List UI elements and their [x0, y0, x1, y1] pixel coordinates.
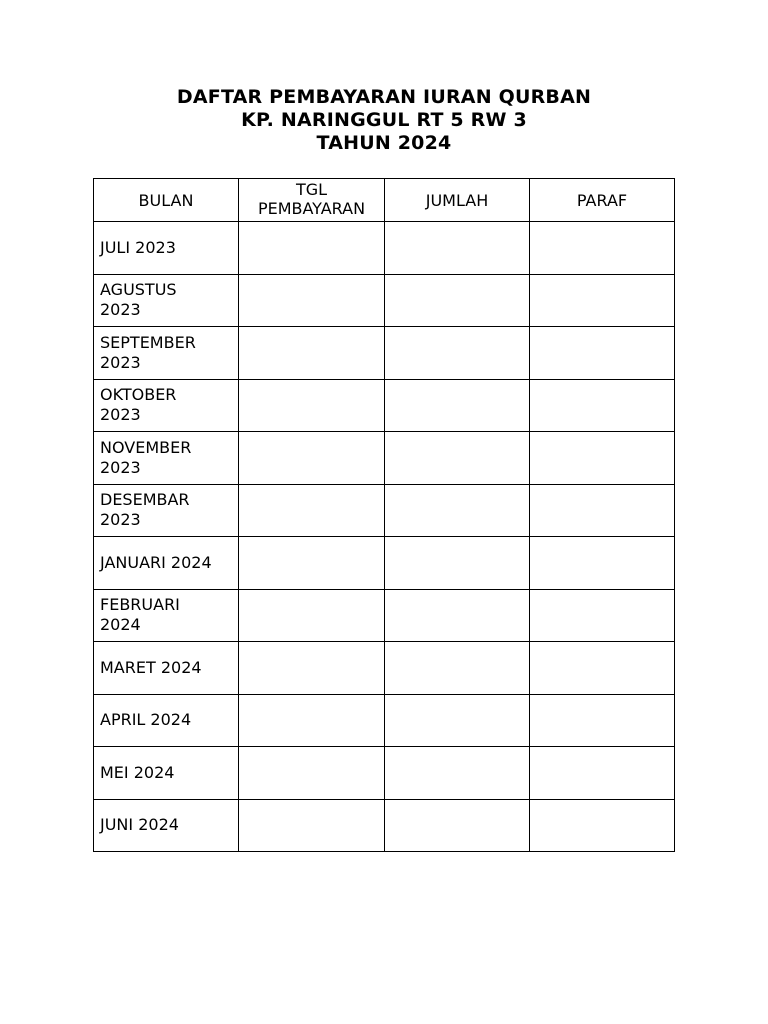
cell-paraf — [530, 694, 675, 747]
month-label: OKTOBER — [100, 385, 177, 405]
month-label: AGUSTUS — [100, 280, 177, 300]
month-year-label: 2023 — [100, 405, 141, 425]
document-title — [0, 86, 768, 155]
cell-jumlah — [385, 432, 530, 485]
cell-bulan — [94, 274, 239, 327]
cell-jumlah — [385, 747, 530, 800]
title-line-1: DAFTAR PEMBAYARAN IURAN QURBAN — [176, 86, 592, 108]
cell-jumlah — [385, 589, 530, 642]
month-label: APRIL 2024 — [100, 710, 192, 730]
cell-paraf — [530, 432, 675, 485]
month-year-label: 2023 — [100, 457, 141, 477]
header-tgl-line2: PEMBAYARAN — [257, 199, 366, 218]
table-row — [94, 379, 675, 432]
table-row — [94, 694, 675, 747]
cell-tgl-pembayaran — [239, 484, 385, 537]
cell-bulan — [94, 537, 239, 590]
cell-jumlah — [385, 222, 530, 275]
month-year-label: 2024 — [100, 615, 141, 635]
header-tgl-pembayaran — [239, 179, 385, 222]
cell-tgl-pembayaran — [239, 379, 385, 432]
cell-paraf — [530, 484, 675, 537]
cell-bulan — [94, 379, 239, 432]
month-year-label: 2023 — [100, 300, 141, 320]
table-body — [94, 222, 675, 852]
cell-jumlah — [385, 799, 530, 852]
payment-table — [93, 178, 675, 852]
table-row — [94, 799, 675, 852]
table-row — [94, 642, 675, 695]
cell-tgl-pembayaran — [239, 327, 385, 380]
cell-jumlah — [385, 484, 530, 537]
cell-bulan — [94, 694, 239, 747]
table-row — [94, 222, 675, 275]
cell-tgl-pembayaran — [239, 694, 385, 747]
cell-paraf — [530, 327, 675, 380]
cell-bulan — [94, 747, 239, 800]
cell-bulan — [94, 432, 239, 485]
cell-jumlah — [385, 642, 530, 695]
table-row — [94, 327, 675, 380]
cell-jumlah — [385, 274, 530, 327]
cell-tgl-pembayaran — [239, 799, 385, 852]
header-tgl-line1: TGL — [295, 180, 328, 199]
header-jumlah — [385, 179, 530, 222]
header-bulan-label: BULAN — [138, 190, 194, 210]
cell-paraf — [530, 642, 675, 695]
cell-paraf — [530, 537, 675, 590]
table-row — [94, 274, 675, 327]
cell-tgl-pembayaran — [239, 642, 385, 695]
header-paraf-label: PARAF — [576, 190, 628, 210]
cell-jumlah — [385, 379, 530, 432]
month-label: DESEMBAR — [100, 490, 190, 510]
cell-paraf — [530, 747, 675, 800]
month-label: JUNI 2024 — [100, 815, 179, 835]
cell-bulan — [94, 327, 239, 380]
cell-jumlah — [385, 694, 530, 747]
cell-bulan — [94, 642, 239, 695]
month-label: MARET 2024 — [100, 657, 202, 677]
table-row — [94, 589, 675, 642]
cell-bulan — [94, 222, 239, 275]
cell-tgl-pembayaran — [239, 274, 385, 327]
title-line-3: TAHUN 2024 — [316, 132, 452, 154]
cell-jumlah — [385, 327, 530, 380]
cell-paraf — [530, 799, 675, 852]
cell-tgl-pembayaran — [239, 432, 385, 485]
cell-bulan — [94, 484, 239, 537]
table-row — [94, 484, 675, 537]
month-label: NOVEMBER — [100, 437, 192, 457]
header-jumlah-label: JUMLAH — [425, 190, 489, 210]
table-header-row — [94, 179, 675, 222]
table-row — [94, 747, 675, 800]
month-year-label: 2023 — [100, 510, 141, 530]
cell-tgl-pembayaran — [239, 222, 385, 275]
header-paraf — [530, 179, 675, 222]
month-label: MEI 2024 — [100, 762, 175, 782]
cell-paraf — [530, 589, 675, 642]
cell-paraf — [530, 274, 675, 327]
cell-bulan — [94, 799, 239, 852]
cell-tgl-pembayaran — [239, 537, 385, 590]
table-row — [94, 537, 675, 590]
cell-paraf — [530, 222, 675, 275]
cell-jumlah — [385, 537, 530, 590]
cell-tgl-pembayaran — [239, 747, 385, 800]
month-label: FEBRUARI — [100, 595, 180, 615]
month-label: JANUARI 2024 — [100, 552, 212, 572]
header-bulan — [94, 179, 239, 222]
cell-tgl-pembayaran — [239, 589, 385, 642]
month-label: JULI 2023 — [100, 237, 176, 257]
cell-paraf — [530, 379, 675, 432]
month-year-label: 2023 — [100, 352, 141, 372]
title-line-2: KP. NARINGGUL RT 5 RW 3 — [241, 109, 527, 131]
cell-bulan — [94, 589, 239, 642]
month-label: SEPTEMBER — [100, 332, 196, 352]
table-row — [94, 432, 675, 485]
